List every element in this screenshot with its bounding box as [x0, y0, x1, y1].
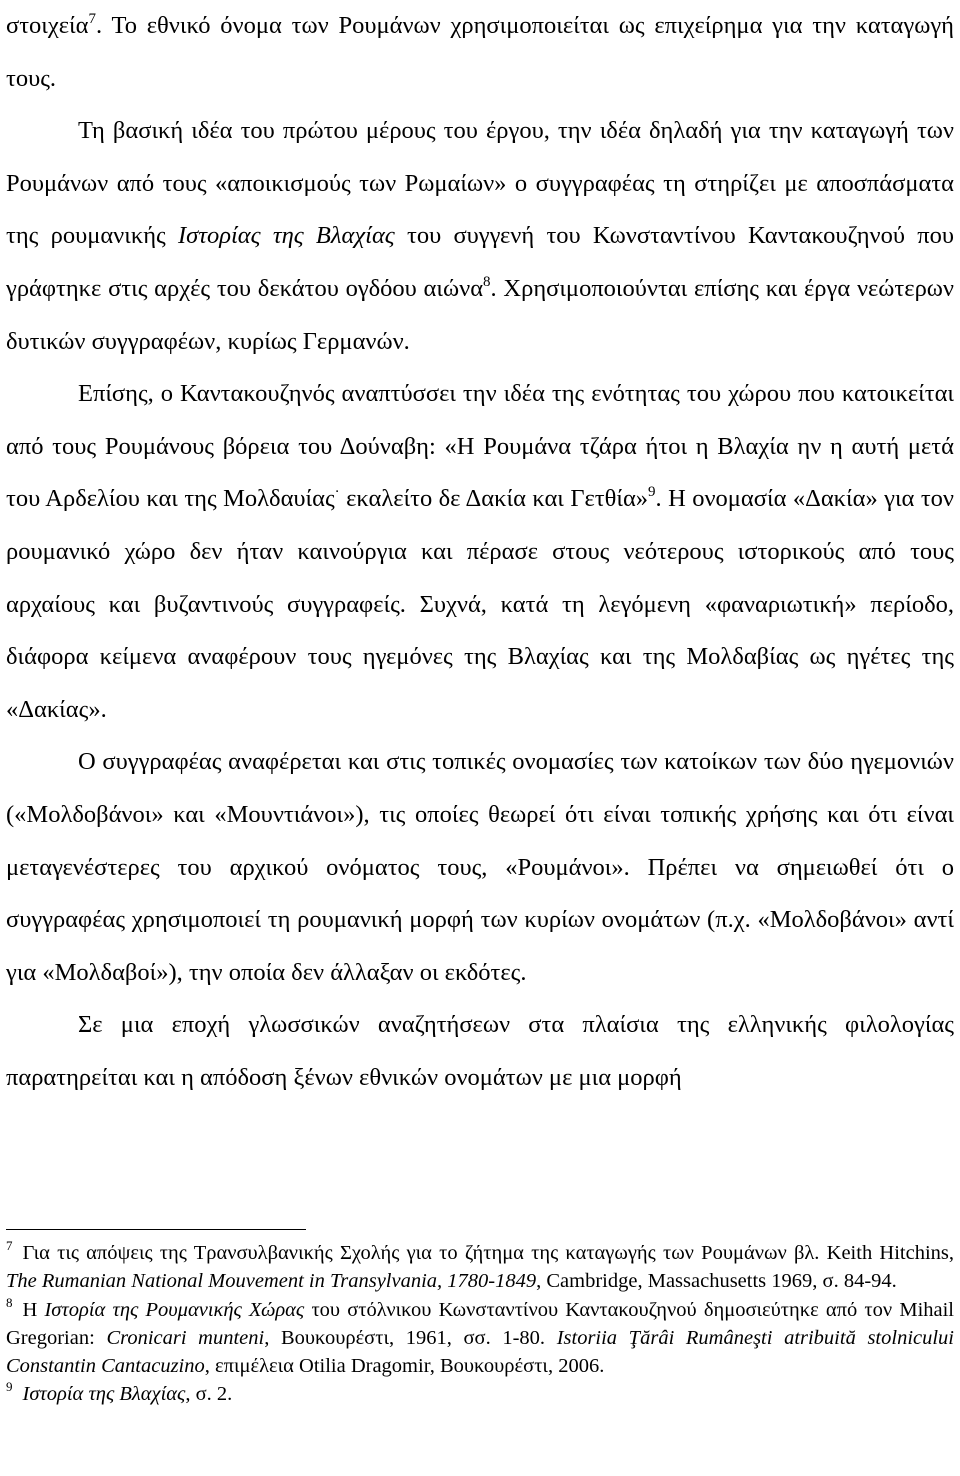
text-run: , σ. 2. [185, 1383, 233, 1406]
footnote-8 [6, 1296, 954, 1381]
text-run: του στόλνικου Κωνσταντίνου Καντακουζηνού δημοσιεύτηκε από τον Mihail Gregorian: [6, 1298, 955, 1349]
text-run: , Cambridge, Massachusetts 1969, σ. 84-94. [536, 1270, 897, 1293]
footnote-mark: 8 [6, 1294, 13, 1310]
footnote-ref-7: 7 [88, 11, 96, 27]
body-text [6, 0, 954, 1104]
text-run: , Βουκουρέστι, 1961, σσ. 1-80. [264, 1326, 557, 1349]
footnote-mark: 9 [6, 1379, 13, 1395]
footnotes [6, 1239, 954, 1409]
text-run: Η [22, 1298, 45, 1321]
paragraph-origin [6, 105, 954, 368]
paragraph-continuation [6, 0, 954, 105]
text-run: . Χρησιμοποιούνται επίσης και έργα νεώτερων δυτικών συγγραφέων, κυρίως Γερμανών. [6, 274, 954, 355]
text-run: Για τις απόψεις της Τρανσυλβανικής Σχολής για το ζήτημα της καταγωγής των Ρουμάνων βλ. Keith Hitchins, [22, 1242, 954, 1264]
footnote-7 [6, 1239, 954, 1296]
text-run: του συγγενή του Κωνσταντίνου Καντακουζηνού που γράφτηκε στις αρχές του δεκάτου ογδόου αιώνα [6, 222, 954, 302]
paragraph-unity [6, 368, 954, 736]
ano-teleia: · [334, 484, 340, 501]
footnote-ref-8: 8 [483, 273, 491, 290]
italic-title: Ιστορία της Ρουμανικής Χώρας [44, 1298, 305, 1321]
italic-title: Ιστορίας της Βλαχίας [177, 222, 395, 250]
italic-title: Cronicari munteni [106, 1326, 265, 1349]
text-run: εκαλείτο δε Δακία και Γετθία» [339, 485, 649, 513]
italic-title: Ιστορία της Βλαχίας [22, 1383, 186, 1406]
italic-title: The Rumanian National Mouvement in Transylvania, 1780-1849 [6, 1270, 537, 1293]
footnote-separator [6, 1229, 306, 1230]
footnote-9 [6, 1380, 954, 1408]
text-run: . Το εθνικό όνομα των Ρουμάνων χρησιμοποιείται ως επιχείρημα για την καταγωγή τους. [6, 12, 954, 92]
footnote-mark: 7 [6, 1238, 13, 1253]
text-run: Τη βασική ιδέα του πρώτου μέρους του έργου, την ιδέα δηλαδή για την καταγωγή των Ρουμάνων από τους «αποικισμούς των Ρωμαίων» ο συγγραφέας τη στηρίζει με αποσπάσματα της ρουμανικής [6, 117, 954, 250]
paragraph-local-names: Ο συγγραφέας αναφέρεται και στις τοπικές ονομασίες των κατοίκων των δύο ηγεμονιών («Μολδοβάνοι» και «Μουντιάνοι»), τις οποίες θεωρεί ότι είναι τοπικής χρήσης και ότι είναι μεταγενέστερες του αρχικού ονόματος τους, «Ρουμάνοι». Πρέπει να σημειωθεί ότι ο συγγραφέας χρησιμοποιεί τη ρουμανική μορφή των κυρίων ονομάτων (π.χ. «Μολδοβάνοι» αντί για «Μολδαβοί»), την οποία δεν άλλαξαν οι εκδότες. [6, 748, 954, 986]
text-run: στοιχεία [6, 12, 89, 39]
footnote-ref-9: 9 [648, 484, 656, 501]
paragraph-linguistic: Σε μια εποχή γλωσσικών αναζητήσεων στα πλαίσια της ελληνικής φιλολογίας παρατηρείται και η απόδοση ξένων εθνικών ονομάτων με μια μορφή [6, 1011, 954, 1091]
italic-title: Istoriia Ţărâi Rumâneşti atribuită stolnicului Constantin Cantacuzino [6, 1326, 955, 1378]
text-run: Επίσης, ο Καντακουζηνός αναπτύσσει την ιδέα της ενότητας του χώρου που κατοικείται από τους Ρουμάνους βόρεια του Δούναβη: «Η Ρουμάνα τζάρα ήτοι η Βλαχία ην η αυτή μετά του Αρδελίου και της Μολδαυίας [6, 380, 954, 513]
text-run: . Η ονομασία «Δακία» για τον ρουμανικό χώρο δεν ήταν καινούργια και πέρασε στους νεότερους ιστορικούς από τους αρχαίους και βυζαντινούς συγγραφείς. Συχνά, κατά τη λεγόμενη «φαναριωτική» περίοδο, διάφορα κείμενα αναφέρουν τους ηγεμόνες της Βλαχίας και της Μολδαβίας ως ηγέτες της «Δακίας». [6, 485, 954, 723]
text-run: , επιμέλεια Otilia Dragomir, Βουκουρέστι, 2006. [204, 1355, 605, 1378]
